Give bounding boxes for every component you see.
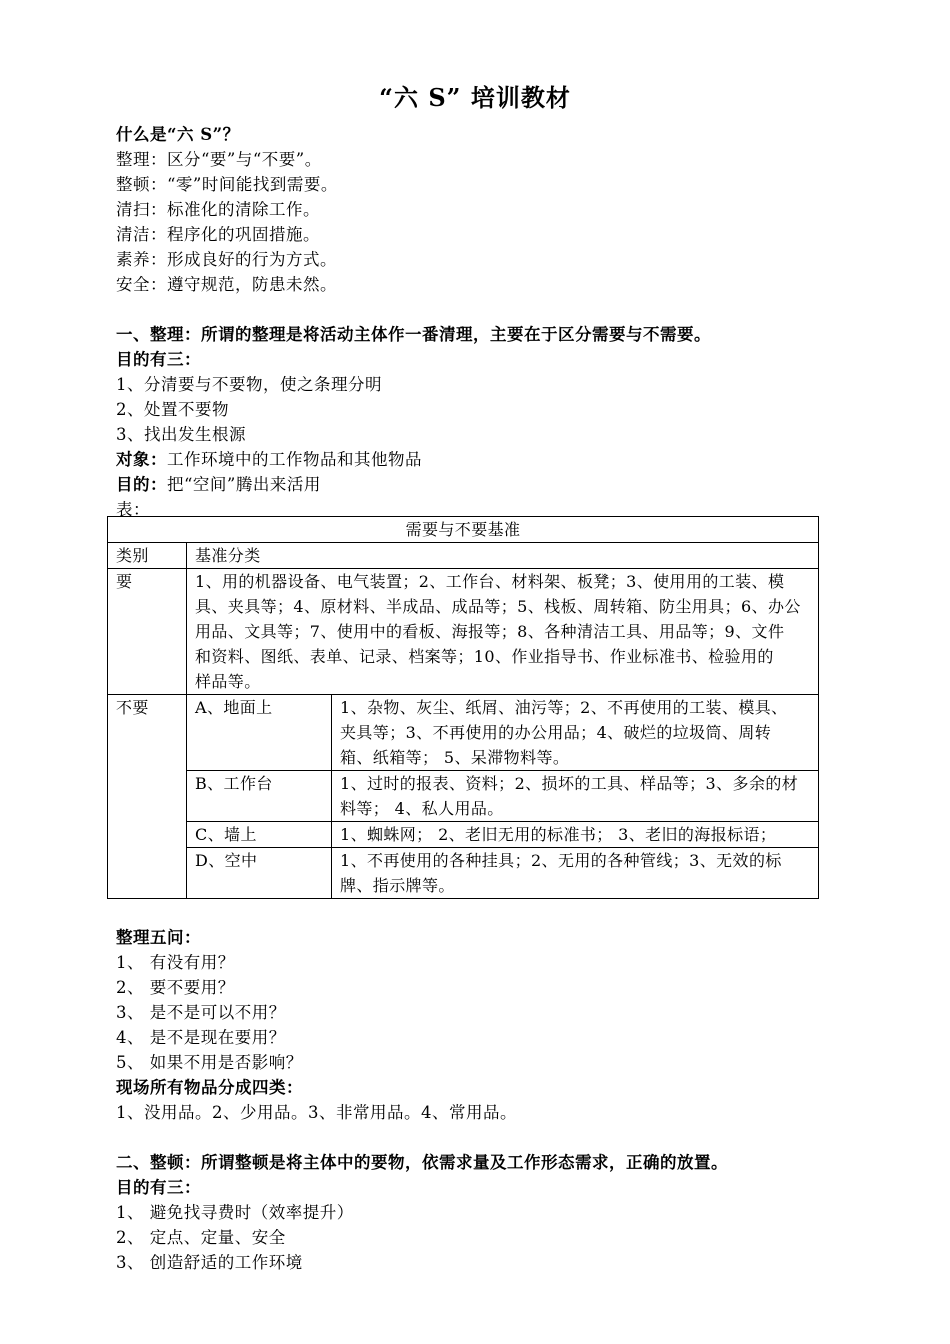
cell-line: 夹具等；3、不再使用的办公用品；4、破烂的垃圾筒、周转: [340, 723, 772, 742]
intro-item: 整理：区分“要”与“不要”。: [116, 150, 322, 169]
table-row: [108, 543, 819, 569]
criteria-table: [107, 516, 819, 899]
noneed-label: 不要: [108, 695, 187, 899]
goal-label: 目的：: [116, 475, 167, 494]
need-label: 要: [108, 569, 187, 695]
table-row: [108, 695, 819, 771]
section2-purpose-title: 目的有三：: [116, 1178, 201, 1197]
intro-item: 清扫：标准化的清除工作。: [116, 200, 320, 219]
section2-heading: 二、整顿：所谓整顿是将主体中的要物，依需求量及工作形态需求，正确的放置。: [116, 1153, 728, 1172]
detail-cell: [332, 695, 819, 771]
table-row: [108, 569, 819, 695]
question-item: 5、 如果不用是否影响？: [116, 1053, 303, 1072]
section1-purpose-item: 2、处置不要物: [116, 400, 229, 419]
need-cell: [187, 569, 819, 695]
goal-text: 把“空间”腾出来活用: [167, 475, 321, 494]
detail-cell: [332, 771, 819, 822]
place-cell: B、工作台: [187, 771, 332, 822]
column-header-category: 类别: [108, 543, 187, 569]
document-title: “六 S” 培训教材: [379, 83, 571, 112]
question-item: 4、 是不是现在要用？: [116, 1028, 286, 1047]
detail-cell: [332, 848, 819, 899]
cell-line: 1、不再使用的各种挂具；2、无用的各种管线；3、无效的标: [340, 851, 782, 870]
cell-line: 1、用的机器设备、电气装置；2、工作台、材料架、板凳；3、使用用的工装、模: [195, 572, 785, 591]
table-title: 需要与不要基准: [108, 517, 819, 543]
section2-purpose-item: 1、 避免找寻费时（效率提升）: [116, 1203, 354, 1222]
cell-line: 箱、纸箱等； 5、呆滞物料等。: [340, 748, 570, 767]
cell-line: 具、夹具等；4、原材料、半成品、成品等；5、栈板、周转箱、防尘用具；6、办公: [195, 597, 801, 616]
intro-item: 整顿：“零”时间能找到需要。: [116, 175, 338, 194]
question-item: 1、 有没有用？: [116, 953, 235, 972]
cell-line: 1、过时的报表、资料；2、损坏的工具、样品等；3、多余的材: [340, 774, 799, 793]
cell-line: 1、杂物、灰尘、纸屑、油污等；2、不再使用的工装、模具、: [340, 698, 788, 717]
intro-question: 什么是“六 S”？: [116, 125, 240, 144]
intro-item: 素养：形成良好的行为方式。: [116, 250, 337, 269]
question-item: 2、 要不要用？: [116, 978, 235, 997]
section1-heading: 一、整理：所谓的整理是将活动主体作一番清理，主要在于区分需要与不需要。: [116, 325, 711, 344]
section1-object: [116, 446, 422, 470]
cell-line: 料等； 4、私人用品。: [340, 799, 504, 818]
section1-purpose-item: 1、分清要与不要物，使之条理分明: [116, 375, 382, 394]
section1-goal: [116, 471, 321, 495]
place-cell: C、墙上: [187, 822, 332, 848]
section2-purpose-item: 3、 创造舒适的工作环境: [116, 1253, 303, 1272]
cell-line: 样品等。: [195, 672, 261, 691]
table-row: [108, 822, 819, 848]
table-row: [108, 771, 819, 822]
table-row: [108, 848, 819, 899]
section2-purpose-item: 2、 定点、定量、安全: [116, 1228, 286, 1247]
five-questions-title: 整理五问：: [116, 928, 201, 947]
question-item: 3、 是不是可以不用？: [116, 1003, 286, 1022]
column-header-basis: 基准分类: [187, 543, 819, 569]
object-label: 对象：: [116, 450, 167, 469]
table-label: 表：: [116, 500, 150, 519]
section1-purpose-title: 目的有三：: [116, 350, 201, 369]
place-cell: A、地面上: [187, 695, 332, 771]
section1-purpose-item: 3、找出发生根源: [116, 425, 246, 444]
place-cell: D、空中: [187, 848, 332, 899]
intro-item: 清洁：程序化的巩固措施。: [116, 225, 320, 244]
intro-item: 安全：遵守规范，防患未然。: [116, 275, 337, 294]
cell-line: 和资料、图纸、表单、记录、档案等；10、作业指导书、作业标准书、检验用的: [195, 647, 774, 666]
object-text: 工作环境中的工作物品和其他物品: [167, 450, 422, 469]
cell-line: 牌、指示牌等。: [340, 876, 455, 895]
cell-line: 1、蜘蛛网； 2、老旧无用的标准书； 3、老旧的海报标语；: [340, 825, 777, 844]
cell-line: 用品、文具等；7、使用中的看板、海报等；8、各种清洁工具、用品等；9、文件: [195, 622, 785, 641]
detail-cell: [332, 822, 819, 848]
four-categories-text: 1、没用品。2、少用品。3、非常用品。4、常用品。: [116, 1103, 517, 1122]
four-categories-title: 现场所有物品分成四类：: [116, 1078, 303, 1097]
table-row: [108, 517, 819, 543]
